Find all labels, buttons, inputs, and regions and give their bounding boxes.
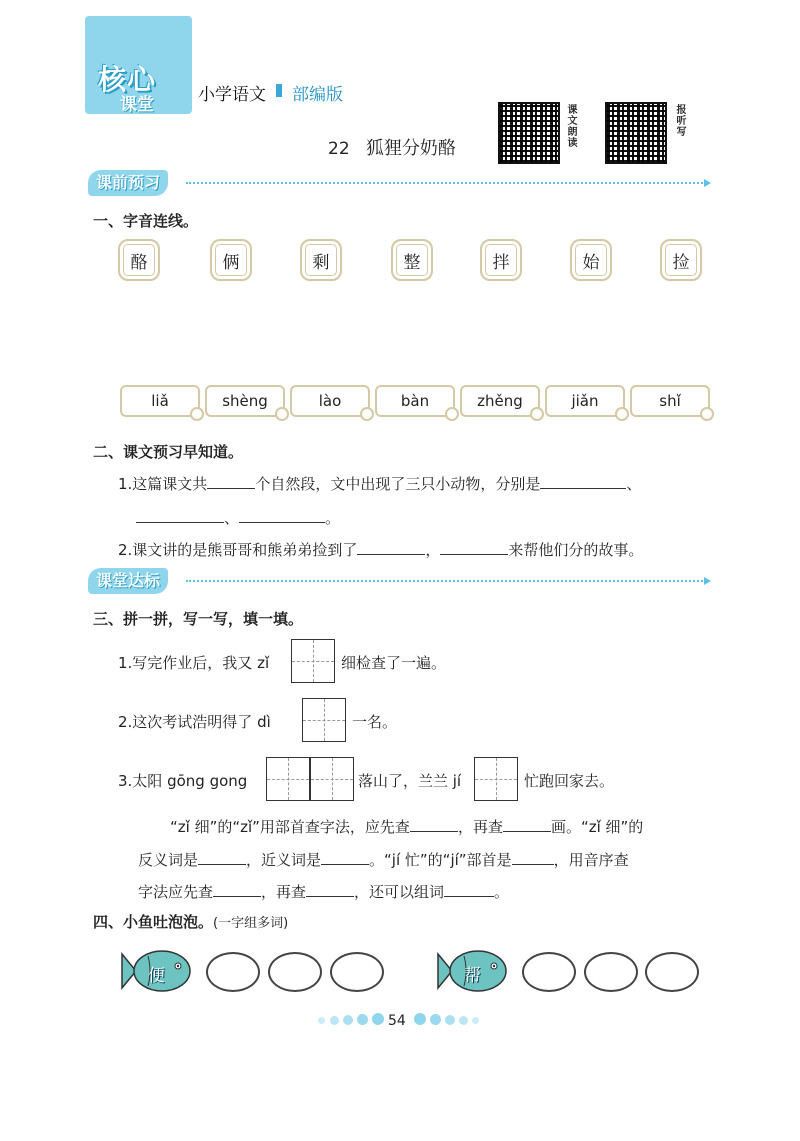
page-number: 54 [388,1013,406,1029]
q2-item-2-text-b: ， [425,541,441,559]
q4-heading-note: (一字组多词) [213,916,289,931]
q3-para-text: 。“jí 忙”的“jí”部首是 [369,851,512,869]
q3-para-text: ，还可以组词 [354,883,445,901]
lesson-title [328,134,456,160]
q3-paragraph-line-3 [138,880,509,902]
q3-para-text: ，用音序查 [553,851,629,869]
edition-label: 部编版 [292,85,343,105]
char-card[interactable]: 捡 [660,239,702,281]
answer-blank[interactable] [444,880,494,897]
section-divider [186,182,706,184]
q3-paragraph-line-1 [170,815,643,837]
writing-grid-box[interactable] [310,757,354,801]
answer-bubble[interactable] [268,952,322,992]
writing-grid-box[interactable] [302,698,346,742]
lesson-name: 狐狸分奶酪 [365,138,456,159]
footer-dot [430,1014,441,1025]
q3-item-3-text-a: 3.太阳 gōng gong [118,772,248,790]
q3-para-text: 画。“zǐ 细”的 [550,818,644,836]
arrow-right-icon [704,179,711,187]
q2-item-1-text-e: 。 [325,509,341,527]
answer-blank[interactable] [512,848,554,865]
answer-blank[interactable] [321,848,369,865]
pinyin-card[interactable]: liǎ [120,385,200,417]
writing-grid-box[interactable] [266,757,310,801]
pinyin-card[interactable]: bàn [375,385,455,417]
qr-caption-dictation: 报听写 [674,104,685,137]
q2-item-1 [118,472,641,494]
answer-bubble[interactable] [522,952,576,992]
answer-blank[interactable] [410,815,458,832]
q2-item-1-text-a: 1.这篇课文共 [118,475,208,493]
lesson-number: 22 [328,139,350,159]
pinyin-card[interactable]: shèng [205,385,285,417]
q2-item-1-text-c: 、 [626,475,642,493]
char-card[interactable]: 始 [570,239,612,281]
arrow-right-icon [704,577,711,585]
question-4-heading [93,911,288,932]
qr-code-dictation[interactable] [605,102,667,164]
char-card[interactable]: 整 [391,239,433,281]
brand-logo-main: 核心 [98,63,157,96]
q2-item-2-text-a: 2.课文讲的是熊哥哥和熊弟弟捡到了 [118,541,358,559]
pinyin-card[interactable]: shǐ [630,385,710,417]
char-card[interactable]: 俩 [210,239,252,281]
answer-bubble[interactable] [584,952,638,992]
answer-blank[interactable] [306,880,354,897]
section-banner-classwork: 课堂达标 [88,568,168,594]
answer-blank[interactable] [136,506,224,523]
answer-blank[interactable] [357,538,425,555]
question-1-heading: 一、字音连线。 [93,212,199,230]
answer-blank[interactable] [207,472,255,489]
footer-dot [445,1015,455,1025]
subject-label: 小学语文 [198,85,266,105]
answer-bubble[interactable] [206,952,260,992]
q3-item-2-text-a: 2.这次考试浩明得了 dì [118,713,271,731]
q3-para-text: 字法应先查 [138,883,214,901]
q3-para-text: 反义词是 [138,851,199,869]
q3-paragraph-line-2 [138,848,629,870]
q2-item-2 [118,538,643,560]
fish-character: 便 [148,966,165,986]
footer-dot [357,1014,368,1025]
q2-item-1-text-b: 个自然段，文中出现了三只小动物，分别是 [255,475,541,493]
answer-blank[interactable] [213,880,261,897]
pinyin-card[interactable]: zhěng [460,385,540,417]
footer-dot [372,1013,384,1025]
q3-item-1-text-b: 细检查了一遍。 [341,654,447,672]
answer-bubble[interactable] [645,952,699,992]
brand-logo-sub: 课堂 [120,95,154,115]
answer-blank[interactable] [198,848,246,865]
answer-bubble[interactable] [330,952,384,992]
answer-blank[interactable] [503,815,551,832]
question-2-heading: 二、课文预习早知道。 [93,443,244,461]
char-card[interactable]: 拌 [480,239,522,281]
question-3-heading: 三、拼一拼，写一写，填一填。 [93,610,304,628]
answer-blank[interactable] [239,506,325,523]
q3-para-text: ，近义词是 [246,851,322,869]
q3-para-text: ，再查 [457,818,503,836]
q2-item-2-text-c: 来帮他们分的故事。 [508,541,644,559]
q3-item-3-text-b: 落山了，兰兰 jí [358,772,462,790]
pinyin-card[interactable]: lào [290,385,370,417]
qr-caption-reading: 课文朗读 [565,104,576,148]
pinyin-card[interactable]: jiǎn [545,385,625,417]
writing-grid-box[interactable] [474,757,518,801]
writing-grid-box[interactable] [291,639,335,683]
char-card[interactable]: 剩 [300,239,342,281]
footer-dot [318,1017,325,1024]
fish-character: 帮 [464,966,481,986]
footer-dot [472,1017,479,1024]
q3-item-1-text-a: 1.写完作业后，我又 zǐ [118,654,270,672]
q4-heading-text: 四、小鱼吐泡泡。 [93,913,214,931]
section-divider [186,580,706,582]
footer-dot [459,1016,468,1025]
answer-blank[interactable] [440,538,508,555]
section-banner-preview: 课前预习 [88,170,168,196]
footer-dot [330,1016,339,1025]
q3-para-text: 。 [494,883,510,901]
edition-marker [276,84,282,97]
char-card[interactable]: 酪 [118,239,160,281]
footer-dot [414,1013,426,1025]
q3-para-text: “zǐ 细”的“zǐ”用部首查字法，应先查 [170,818,410,836]
q3-item-2-text-b: 一名。 [352,713,398,731]
q2-item-1-cont [136,506,340,528]
q2-item-1-text-d: 、 [224,509,240,527]
q3-item-3-text-c: 忙跑回家去。 [524,772,615,790]
answer-blank[interactable] [540,472,626,489]
footer-dot [343,1015,353,1025]
q3-para-text: ，再查 [261,883,307,901]
qr-code-reading[interactable] [498,102,560,164]
